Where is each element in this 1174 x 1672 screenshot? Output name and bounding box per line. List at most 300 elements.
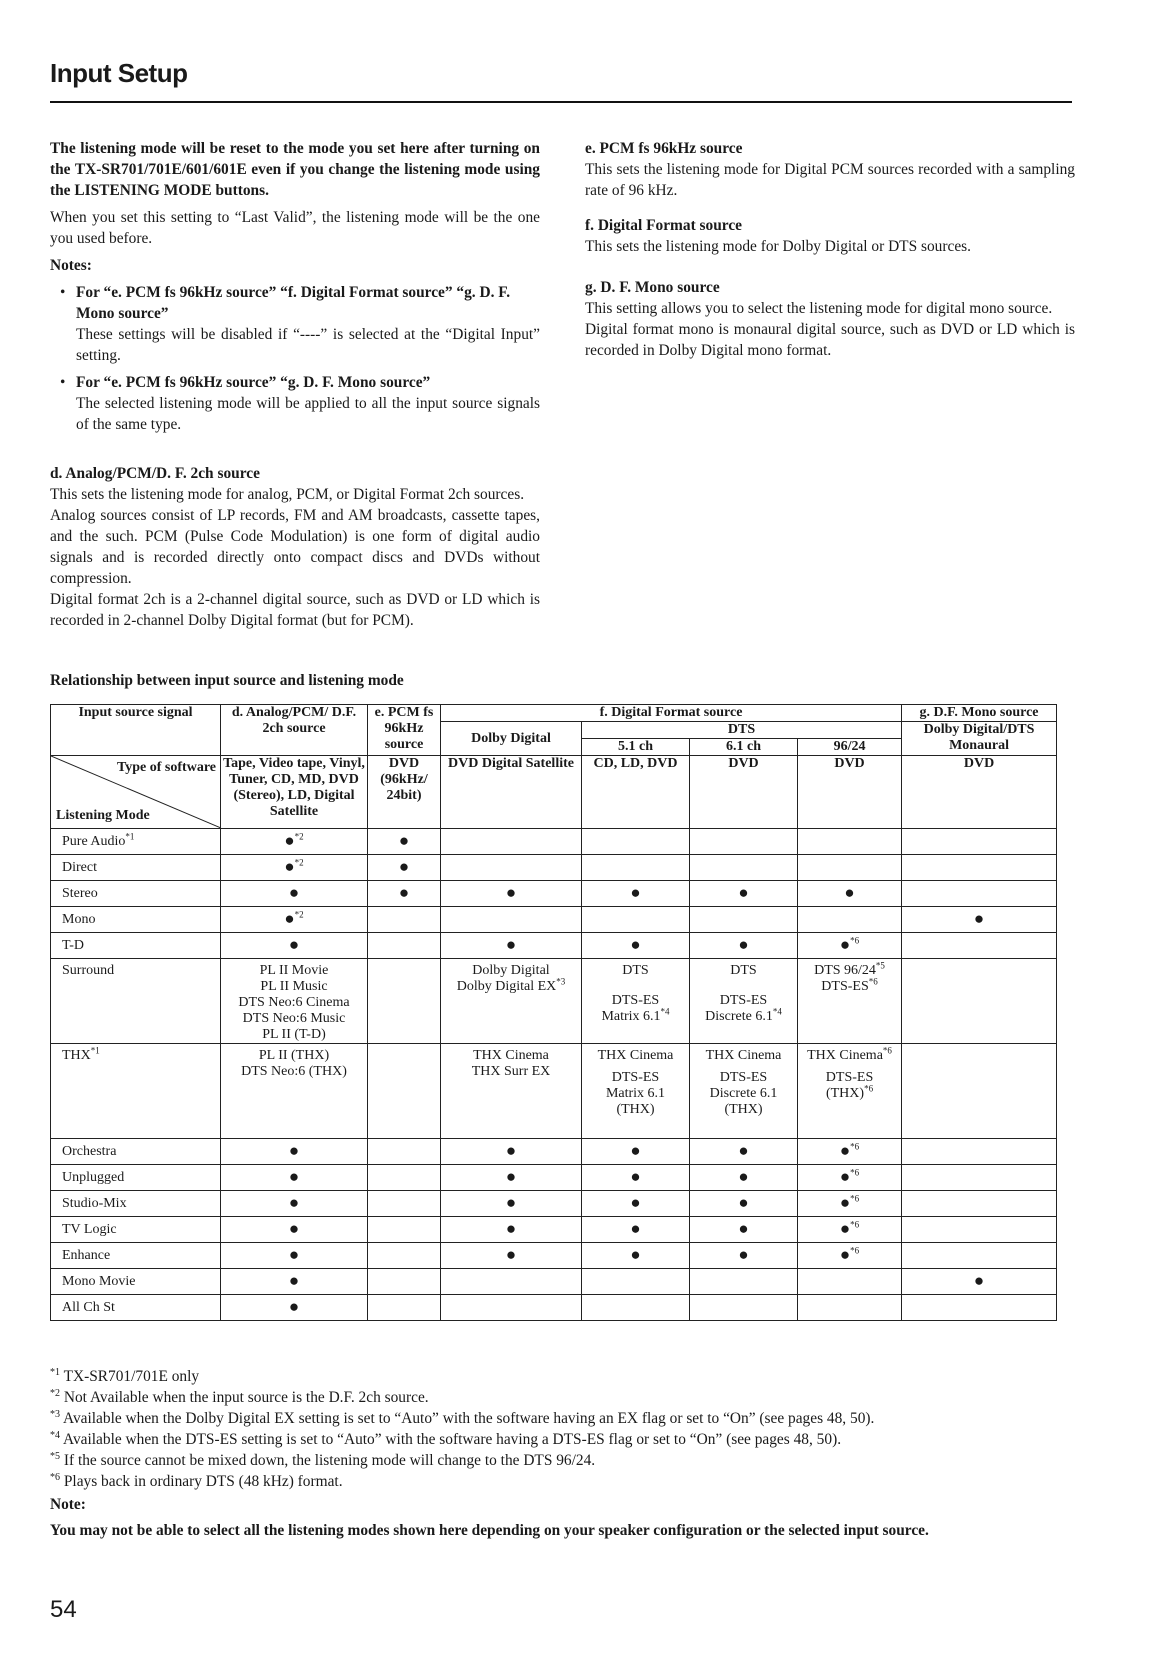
header-g: g. D.F. Mono source [902, 705, 1057, 722]
cell [582, 1295, 690, 1321]
header-d: d. Analog/PCM/ D.F. 2ch source [221, 705, 368, 756]
mode-text: DTS Neo:6 Music [242, 1011, 346, 1026]
footnote-mark: *6 [864, 1083, 874, 1094]
intro-bold: The listening mode will be reset to the mode you set here after turning on the TX-SR701/701E/601/601E even if you change the listening mode using the LISTENING MODE buttons. [50, 140, 540, 199]
cell [798, 1044, 902, 1139]
dot-icon: ● [839, 1167, 851, 1186]
cell [902, 907, 1057, 933]
mode-text: Dolby Digital EX [456, 979, 557, 994]
footnote-mark: *2 [50, 1387, 60, 1399]
footnote-mark: *1 [125, 830, 135, 841]
mode-label: Pure Audio [62, 833, 126, 849]
cell [582, 959, 690, 1044]
dot-icon: ● [398, 831, 410, 850]
mode-text: Discrete 6.1 [709, 1086, 778, 1101]
cell [441, 1243, 582, 1269]
table-row [51, 1139, 1057, 1165]
mode-text: Dolby Digital [472, 963, 550, 978]
cell [798, 907, 902, 933]
cell [582, 1269, 690, 1295]
cell [368, 1295, 441, 1321]
software-row [51, 756, 1057, 829]
mode-mono: Mono [51, 907, 221, 933]
note1-body: These settings will be disabled if “----” is selected at the “Digital Input” setting. [76, 326, 540, 364]
section-d-p3: Digital format 2ch is a 2-channel digital source, such as DVD or LD which is recorded in 2-channel Dolby Digital format (but for PCM). [50, 591, 540, 629]
cell [798, 881, 902, 907]
page-number: 54 [50, 1596, 77, 1623]
header-61: 6.1 ch [690, 739, 798, 756]
mode-td: T-D [51, 933, 221, 959]
dot-icon: ● [398, 883, 410, 902]
mode-text [443, 976, 579, 995]
cell [798, 855, 902, 881]
cell [368, 1044, 441, 1139]
footnote-mark: *2 [294, 831, 304, 842]
cell [368, 1139, 441, 1165]
footnote-mark: *4 [660, 1006, 670, 1017]
cell [798, 1269, 902, 1295]
footnote-mark: *6 [50, 1471, 60, 1483]
software-g: DVD [902, 756, 1057, 829]
cell [902, 933, 1057, 959]
listening-mode-label: Listening Mode [56, 808, 150, 823]
cell [221, 1191, 368, 1217]
dot-icon: ● [505, 935, 517, 954]
cell [798, 933, 902, 959]
section-f-title: f. Digital Format source [585, 217, 743, 234]
note2-head: For “e. PCM fs 96kHz source” “g. D. F. Mono source” [76, 374, 431, 391]
mode-orchestra: Orchestra [51, 1139, 221, 1165]
cell [798, 959, 902, 1044]
dot-icon: ● [738, 1141, 749, 1160]
footnote-mark: *1 [90, 1045, 100, 1056]
mode-text: (THX) [724, 1102, 763, 1117]
cell [582, 907, 690, 933]
cell [441, 855, 582, 881]
footnote-text: Available when the DTS-ES setting is set to “Auto” with the software having a DTS-ES flag or set to “On” (see pages 48, 50). [63, 1431, 842, 1448]
section-g-body2: Digital format mono is monaural digital source, such as DVD or LD which is recorded in Dolby Digital mono format. [585, 321, 1075, 359]
cell [690, 881, 798, 907]
bullet-icon: • [60, 374, 66, 391]
section-d-title: d. Analog/PCM/D. F. 2ch source [50, 465, 260, 482]
header-input-source: Input source signal [51, 705, 221, 756]
footnote [50, 1366, 874, 1387]
section-d-p1: This sets the listening mode for analog, PCM, or Digital Format 2ch sources. [50, 486, 525, 503]
mode-text: PL II Music [260, 979, 328, 994]
table-row [51, 881, 1057, 907]
cell [582, 881, 690, 907]
header-g-sub: Dolby Digital/DTS Monaural [902, 722, 1057, 756]
cell [902, 1165, 1057, 1191]
table-row [51, 1191, 1057, 1217]
mode-text: PL II (THX) [258, 1048, 330, 1063]
left-column [50, 138, 540, 631]
mode-text: Matrix 6.1 [605, 1086, 666, 1101]
table-row [51, 829, 1057, 855]
cell [221, 1295, 368, 1321]
table-row [51, 933, 1057, 959]
table-row [51, 1295, 1057, 1321]
cell [441, 1191, 582, 1217]
cell [902, 1139, 1057, 1165]
mode-table [50, 704, 1057, 1321]
cell [441, 829, 582, 855]
cell [582, 829, 690, 855]
cell [798, 1191, 902, 1217]
footnote-text: Not Available when the input source is the D.F. 2ch source. [63, 1389, 429, 1406]
mode-text: DTS-ES [719, 1070, 768, 1085]
section-g-body1: This setting allows you to select the listening mode for digital mono source. [585, 300, 1053, 317]
mode-text: Discrete 6.1 [705, 1009, 773, 1024]
cell [441, 933, 582, 959]
cell [221, 855, 368, 881]
mode-text: DTS-ES [611, 993, 660, 1008]
note1-head: For “e. PCM fs 96kHz source” “f. Digital Format source” “g. D. F. Mono source” [76, 284, 511, 322]
dot-icon: ● [288, 935, 300, 954]
footnote-mark: *3 [50, 1408, 60, 1420]
cell [690, 1269, 798, 1295]
cell [368, 1165, 441, 1191]
software-d: Tape, Video tape, Vinyl, Tuner, CD, MD, DVD (Stereo), LD, Digital Satellite [221, 756, 368, 829]
cell [368, 1243, 441, 1269]
header-row [51, 705, 1057, 722]
cell [221, 1217, 368, 1243]
mode-text: THX Cinema [705, 1048, 782, 1063]
dot-icon: ● [839, 1193, 851, 1212]
cell [798, 1243, 902, 1269]
cell [690, 1044, 798, 1139]
cell [441, 907, 582, 933]
dot-icon: ● [630, 1245, 641, 1264]
title-rule [50, 101, 1072, 103]
cell [582, 1139, 690, 1165]
cell [221, 881, 368, 907]
cell [441, 1139, 582, 1165]
cell [368, 933, 441, 959]
footnote-mark: *6 [882, 1045, 892, 1056]
cell [582, 1191, 690, 1217]
cell [902, 1044, 1057, 1139]
cell [582, 933, 690, 959]
dot-icon: ● [505, 883, 517, 902]
table-row [51, 959, 1057, 1044]
mode-text: DTS-ES [611, 1070, 660, 1085]
cell [221, 1243, 368, 1269]
mode-mono-movie: Mono Movie [51, 1269, 221, 1295]
dot-icon: ● [738, 1193, 749, 1212]
mode-text [800, 1083, 899, 1102]
mode-text: DTS 96/24 [814, 963, 876, 978]
mode-text: THX Cinema [807, 1048, 883, 1063]
intro-text: When you set this setting to “Last Valid”, the listening mode will be the one you used before. [50, 209, 540, 247]
cell [441, 1269, 582, 1295]
cell [221, 1269, 368, 1295]
table-row [51, 1269, 1057, 1295]
dot-icon: ● [630, 883, 641, 902]
cell [441, 1165, 582, 1191]
cell [582, 1165, 690, 1191]
footnote-mark: *6 [850, 1219, 860, 1230]
cell [690, 1217, 798, 1243]
table-row [51, 907, 1057, 933]
dot-icon: ● [839, 935, 851, 954]
header-dolby: Dolby Digital [441, 722, 582, 756]
mode-text: DTS Neo:6 (THX) [241, 1064, 347, 1079]
dot-icon: ● [630, 1219, 641, 1238]
dot-icon: ● [288, 1193, 300, 1212]
table-row [51, 1217, 1057, 1243]
cell [798, 1139, 902, 1165]
mode-all-ch-st: All Ch St [51, 1295, 221, 1321]
dot-icon: ● [288, 1141, 300, 1160]
mode-text [800, 960, 899, 979]
footnote-mark: *3 [556, 976, 566, 987]
dot-icon: ● [284, 831, 295, 850]
table-row [51, 1044, 1057, 1139]
dot-icon: ● [288, 1219, 300, 1238]
footnote-text: Plays back in ordinary DTS (48 kHz) format. [63, 1473, 343, 1490]
mode-text: THX Surr EX [471, 1064, 551, 1079]
cell [690, 829, 798, 855]
cell [221, 933, 368, 959]
footnote-mark: *4 [50, 1429, 60, 1441]
cell [368, 881, 441, 907]
cell [690, 1165, 798, 1191]
cell [221, 959, 368, 1044]
mode-unplugged: Unplugged [51, 1165, 221, 1191]
dot-icon: ● [288, 1271, 300, 1290]
section-e-title: e. PCM fs 96kHz source [585, 140, 743, 157]
note2-body: The selected listening mode will be applied to all the input source signals of the same type. [76, 395, 540, 433]
dot-icon: ● [288, 1245, 300, 1264]
cell [902, 959, 1057, 1044]
dot-icon: ● [505, 1219, 517, 1238]
footnote-text: If the source cannot be mixed down, the listening mode will change to the DTS 96/24. [63, 1452, 596, 1469]
cell [368, 1191, 441, 1217]
footnote [50, 1429, 874, 1450]
mode-text: DTS Neo:6 Cinema [238, 995, 350, 1010]
mode-text: PL II (T-D) [262, 1027, 326, 1042]
type-of-software-label: Type of software [116, 760, 216, 775]
cell [441, 881, 582, 907]
mode-text [800, 1045, 899, 1064]
footnote-mark: *6 [868, 976, 878, 987]
footnote [50, 1471, 874, 1492]
section-e-body: This sets the listening mode for Digital PCM sources recorded with a sampling rate of 96 kHz. [585, 161, 1075, 199]
dot-icon: ● [288, 1167, 300, 1186]
cell [690, 855, 798, 881]
dot-icon: ● [505, 1245, 517, 1264]
cell [902, 1295, 1057, 1321]
dot-icon: ● [630, 1141, 641, 1160]
diagonal-header-cell [51, 756, 221, 829]
footnote-mark: *2 [294, 909, 304, 920]
dot-icon: ● [284, 857, 295, 876]
mode-text: DTS-ES [719, 993, 768, 1008]
table-title: Relationship between input source and listening mode [50, 672, 404, 689]
cell [221, 1044, 368, 1139]
cell [368, 1217, 441, 1243]
cell [690, 959, 798, 1044]
dot-icon: ● [839, 1219, 851, 1238]
footnote [50, 1387, 874, 1408]
mode-enhance: Enhance [51, 1243, 221, 1269]
cell [798, 1217, 902, 1243]
mode-text: (THX) [825, 1086, 865, 1101]
dot-icon: ● [738, 1219, 749, 1238]
header-dts: DTS [582, 722, 902, 739]
software-e: DVD (96kHz/ 24bit) [368, 756, 441, 829]
footnote-mark: *6 [850, 1245, 860, 1256]
mode-text: THX Cinema [473, 1048, 549, 1063]
cell [582, 1044, 690, 1139]
dot-icon: ● [844, 883, 855, 902]
footnote [50, 1408, 874, 1429]
header-9624: 96/24 [798, 739, 902, 756]
dot-icon: ● [505, 1167, 517, 1186]
mode-text [692, 1006, 795, 1025]
mode-direct: Direct [51, 855, 221, 881]
cell [441, 1217, 582, 1243]
dot-icon: ● [284, 909, 295, 928]
software-dts61: DVD [690, 756, 798, 829]
mode-text: DTS [622, 963, 649, 978]
cell [582, 1243, 690, 1269]
dot-icon: ● [738, 1167, 749, 1186]
mode-text: DTS-ES [821, 979, 869, 994]
mode-text: PL II Movie [259, 963, 329, 978]
header-e: e. PCM fs 96kHz source [368, 705, 441, 756]
footnote-mark: *2 [294, 857, 304, 868]
footnotes [50, 1366, 874, 1492]
mode-text: DTS [730, 963, 757, 978]
footnote [50, 1450, 874, 1471]
footnote-mark: *6 [850, 1193, 860, 1204]
cell [368, 829, 441, 855]
dot-icon: ● [973, 909, 985, 928]
cell [690, 1139, 798, 1165]
dot-icon: ● [288, 883, 300, 902]
dot-icon: ● [839, 1141, 851, 1160]
footnote-mark: *4 [772, 1006, 782, 1017]
cell [902, 1243, 1057, 1269]
cell [441, 1044, 582, 1139]
dot-icon: ● [505, 1141, 517, 1160]
mode-pure-audio [51, 829, 221, 855]
footnote-mark: *6 [850, 1167, 860, 1178]
mode-text: Matrix 6.1 [601, 1009, 661, 1024]
page-title: Input Setup [50, 58, 188, 88]
cell [441, 959, 582, 1044]
note-label: Note: [50, 1496, 86, 1513]
footnote-text: TX-SR701/701E only [63, 1368, 200, 1385]
note-text: You may not be able to select all the listening modes shown here depending on your speaker configuration or the selected input source. [50, 1522, 929, 1539]
cell [368, 959, 441, 1044]
dot-icon: ● [630, 1167, 641, 1186]
note-item [50, 372, 540, 435]
mode-text: THX Cinema [597, 1048, 674, 1063]
section-g-title: g. D. F. Mono source [585, 279, 720, 296]
dot-icon: ● [505, 1193, 517, 1212]
mode-text [584, 1006, 687, 1025]
footnote-mark: *5 [50, 1450, 60, 1462]
cell [690, 907, 798, 933]
cell [798, 829, 902, 855]
table-row [51, 855, 1057, 881]
section-f-body: This sets the listening mode for Dolby Digital or DTS sources. [585, 238, 971, 255]
table-row [51, 1165, 1057, 1191]
mode-surround: Surround [51, 959, 221, 1044]
cell [902, 1191, 1057, 1217]
cell [221, 829, 368, 855]
dot-icon: ● [630, 935, 641, 954]
mode-text [800, 976, 899, 995]
bullet-icon: • [60, 284, 66, 301]
cell [368, 1269, 441, 1295]
footnote-mark: *1 [50, 1366, 60, 1378]
mode-studio-mix: Studio-Mix [51, 1191, 221, 1217]
mode-text: (THX) [616, 1102, 655, 1117]
mode-thx [51, 1044, 221, 1139]
software-9624: DVD [798, 756, 902, 829]
cell [798, 1295, 902, 1321]
header-f: f. Digital Format source [441, 705, 902, 722]
dot-icon: ● [738, 1245, 749, 1264]
cell [690, 1295, 798, 1321]
dot-icon: ● [738, 935, 749, 954]
dot-icon: ● [630, 1193, 641, 1212]
cell [221, 907, 368, 933]
cell [368, 855, 441, 881]
footnote-text: Available when the Dolby Digital EX setting is set to “Auto” with the software having an EX flag or set to “On” (see pages 48, 50). [63, 1410, 875, 1427]
mode-text: DTS-ES [825, 1070, 874, 1085]
cell [221, 1139, 368, 1165]
dot-icon: ● [288, 1297, 300, 1316]
footnote-mark: *5 [875, 960, 885, 971]
footnote-mark: *6 [850, 935, 860, 946]
cell [582, 1217, 690, 1243]
mode-label: THX [62, 1048, 91, 1063]
cell [902, 855, 1057, 881]
note-item [50, 282, 540, 366]
right-column [585, 138, 1075, 361]
cell [368, 907, 441, 933]
cell [902, 829, 1057, 855]
mode-stereo: Stereo [51, 881, 221, 907]
software-dolby: DVD Digital Satellite [441, 756, 582, 829]
cell [221, 1165, 368, 1191]
section-d-p2: Analog sources consist of LP records, FM and AM broadcasts, cassette tapes, and the such. PCM (Pulse Code Modulation) is one form of digital audio signals and is recorded directly onto compact discs and DVDs without compression. [50, 507, 540, 587]
cell [690, 1191, 798, 1217]
dot-icon: ● [973, 1271, 985, 1290]
cell [690, 1243, 798, 1269]
mode-tv-logic: TV Logic [51, 1217, 221, 1243]
software-dts51: CD, LD, DVD [582, 756, 690, 829]
cell [690, 933, 798, 959]
dot-icon: ● [839, 1245, 851, 1264]
cell [582, 855, 690, 881]
cell [441, 1295, 582, 1321]
dot-icon: ● [398, 857, 410, 876]
notes-label: Notes: [50, 257, 92, 274]
footnote-mark: *6 [850, 1141, 860, 1152]
table-row [51, 1243, 1057, 1269]
cell [798, 1165, 902, 1191]
cell [902, 1269, 1057, 1295]
header-51-dts: 5.1 ch [582, 739, 690, 756]
cell [902, 1217, 1057, 1243]
dot-icon: ● [738, 883, 749, 902]
